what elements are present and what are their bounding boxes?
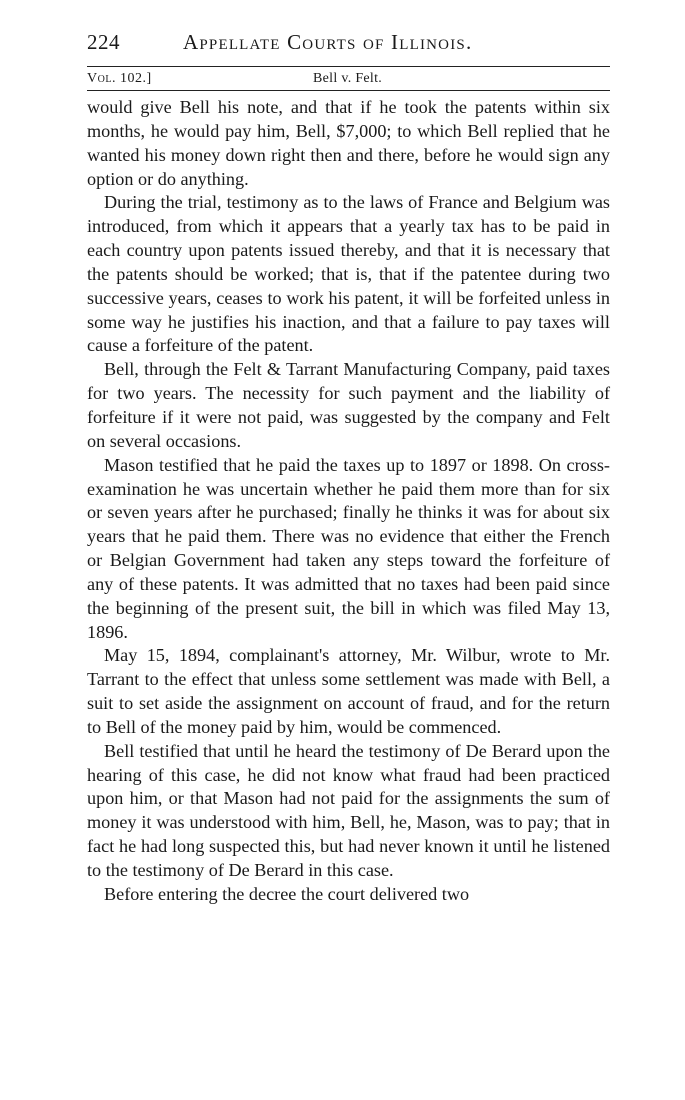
running-title: Appellate Courts of Illinois.	[183, 30, 473, 54]
paragraph: Bell testified that until he heard the testimony of De Berard upon the hearing of this case, he did not know what fraud had been practiced upon him, or that Mason had not paid for the assignments the sum of money it was understood with him, Bell, he, Mason, was to pay; that in fact he had long suspected this, but had never known it until he listened to the testimony of De Berard in this case.	[87, 740, 610, 880]
subhead	[87, 67, 610, 90]
body-text	[87, 96, 610, 907]
paragraph: May 15, 1894, complainant's attorney, Mr. Wilbur, wrote to Mr. Tarrant to the effect that unless some settlement was made with Bell, a suit to set aside the assignment on account of fraud, and for the return to Bell of the money paid by him, would be commenced.	[87, 645, 610, 737]
book-page	[87, 30, 610, 907]
running-head	[87, 30, 610, 64]
paragraph: would give Bell his note, and that if he took the patents within six months, he would pay him, Bell, $7,000; to which Bell replied that he wanted his money down right then and there, before he would sign any option or do anything.	[87, 97, 610, 189]
paragraph: Mason testified that he paid the taxes up to 1897 or 1898. On cross-examination he was uncertain whether he paid them more than for six or seven years after he purchased; finally he thinks it was for about six years that he paid them. There was no evidence that either the French or Belgian Government had taken any steps toward the forfeiture of any of these patents. It was admitted that no taxes had been paid since the beginning of the present suit, the bill in which was filed May 13, 1896.	[87, 454, 610, 642]
paragraph: Before entering the decree the court delivered two	[104, 883, 470, 904]
paragraph: Bell, through the Felt & Tarrant Manufacturing Company, paid taxes for two years. The necessity for such payment and the liability of forfeiture if it were not paid, was suggested by the company and Felt on several occasions.	[87, 359, 610, 451]
volume-label: Vol. 102.]	[87, 71, 152, 86]
subhead-rule	[87, 90, 610, 91]
page-number: 224	[87, 30, 120, 54]
paragraph: During the trial, testimony as to the laws of France and Belgium was introduced, from which it appears that a yearly tax has to be paid in each country upon patents issued thereby, and that it is necessary that the patents should be worked; that is, that if the patentee during two successive years, ceases to work his patent, it will be forfeited unless in some way he justifies his inaction, and that a failure to pay taxes will cause a forfeiture of the patent.	[87, 192, 610, 356]
case-name: Bell v. Felt.	[313, 71, 383, 86]
